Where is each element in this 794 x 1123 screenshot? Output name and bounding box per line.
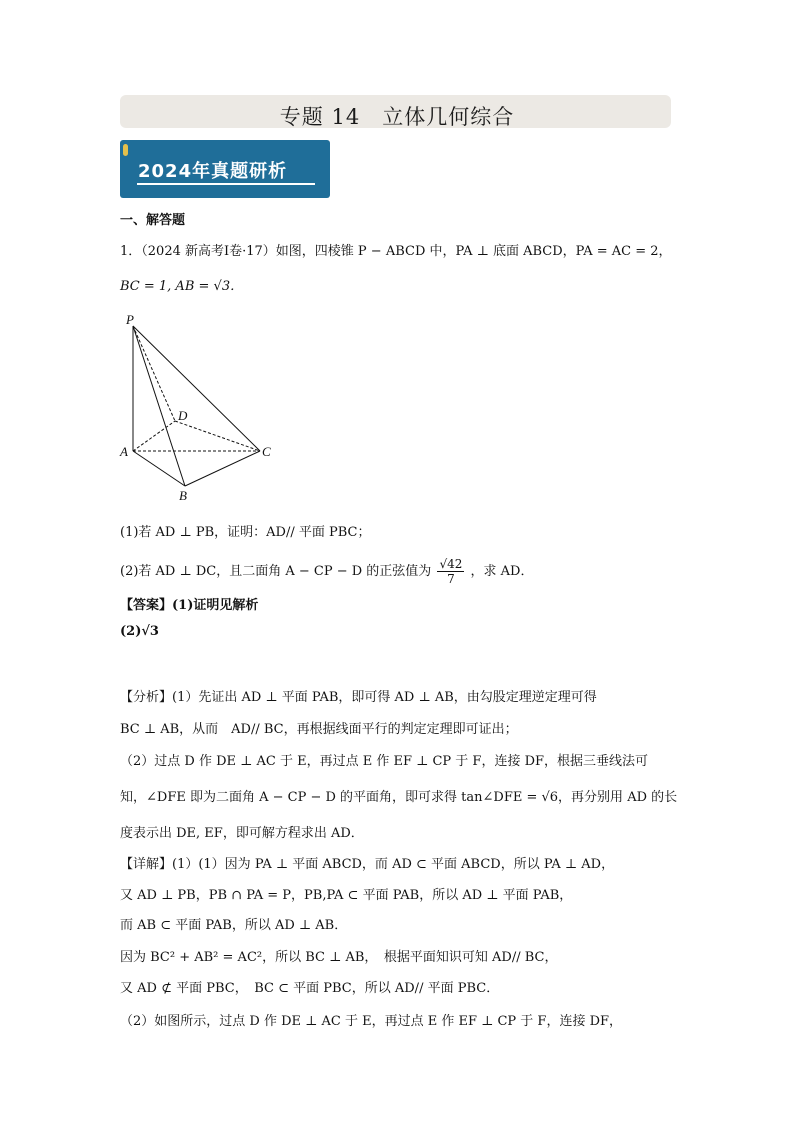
answer-line-1: 【答案】(1)证明见解析 bbox=[120, 598, 259, 613]
badge-underline bbox=[137, 183, 315, 185]
analysis-line-4: 知，∠DFE 即为二面角 A − CP − D 的平面角，即可求得 tan∠DFE = √6，再分别用 AD 的长 bbox=[120, 790, 678, 805]
part-2-post: ，求 AD． bbox=[470, 564, 534, 579]
problem-line-1: 1．（2024 新高考Ⅰ卷·17）如图，四棱锥 P − ABCD 中，PA ⊥ 底面 ABCD，PA = AC = 2， bbox=[120, 244, 672, 259]
detail-line-6: （2）如图所示，过点 D 作 DE ⊥ AC 于 E，再过点 E 作 EF ⊥ CP 于 F，连接 DF， bbox=[120, 1014, 623, 1029]
analysis-line-3: （2）过点 D 作 DE ⊥ AC 于 E，再过点 E 作 EF ⊥ CP 于 F，连接 DF，根据三垂线法可 bbox=[120, 754, 649, 769]
problem-line-2: BC = 1, AB = √3． bbox=[120, 279, 244, 294]
badge-label: 2024年真题研析 bbox=[138, 161, 288, 182]
detail-line-4: 因为 BC² + AB² = AC²，所以 BC ⊥ AB， 根据平面知识可知 AD// BC， bbox=[120, 950, 558, 965]
edge-PD bbox=[133, 326, 175, 421]
detail-line-5: 又 AD ⊄ 平面 PBC， BC ⊂ 平面 PBC，所以 AD// 平面 PBC． bbox=[120, 981, 500, 996]
edge-PC bbox=[133, 326, 260, 451]
label-P: P bbox=[126, 312, 134, 327]
analysis-line-2: BC ⊥ AB，从而 AD// BC，再根据线面平行的判定定理即可证出； bbox=[120, 722, 518, 737]
analysis-line-1: 【分析】(1）先证出 AD ⊥ 平面 PAB，即可得 AD ⊥ AB，由勾股定理逆定理可得 bbox=[120, 690, 597, 705]
label-D: D bbox=[178, 408, 188, 423]
detail-line-1: 【详解】(1）(1）因为 PA ⊥ 平面 ABCD，而 AD ⊂ 平面 ABCD，所以 PA ⊥ AD， bbox=[120, 857, 615, 872]
label-A: A bbox=[120, 444, 128, 459]
edge-BC bbox=[185, 451, 260, 486]
detail-line-2: 又 AD ⊥ PB，PB ∩ PA = P，PB,PA ⊂ 平面 PAB，所以 AD ⊥ 平面 PAB， bbox=[120, 888, 573, 903]
pyramid-figure bbox=[115, 308, 285, 508]
edge-DC bbox=[175, 421, 260, 451]
badge-accent bbox=[123, 144, 128, 156]
part-1: (1)若 AD ⊥ PB，证明：AD// 平面 PBC； bbox=[120, 525, 371, 540]
label-B: B bbox=[179, 488, 187, 503]
fraction-denominator: 7 bbox=[447, 572, 455, 586]
answer-line-2: (2)√3 bbox=[120, 624, 159, 639]
part-2-pre: (2)若 AD ⊥ DC，且二面角 A − CP − D 的正弦值为 bbox=[120, 564, 432, 579]
edge-PB bbox=[133, 326, 185, 486]
label-C: C bbox=[262, 444, 271, 459]
analysis-line-5: 度表示出 DE, EF，即可解方程求出 AD． bbox=[120, 826, 364, 841]
section-heading: 一、解答题 bbox=[120, 213, 186, 228]
fraction bbox=[437, 557, 464, 586]
part-2 bbox=[120, 557, 533, 586]
fraction-numerator: √42 bbox=[439, 557, 463, 571]
detail-line-3: 而 AB ⊂ 平面 PAB，所以 AD ⊥ AB． bbox=[120, 918, 348, 933]
edge-AB bbox=[133, 451, 185, 486]
page-title: 专题 14 立体几何综合 bbox=[279, 105, 515, 129]
